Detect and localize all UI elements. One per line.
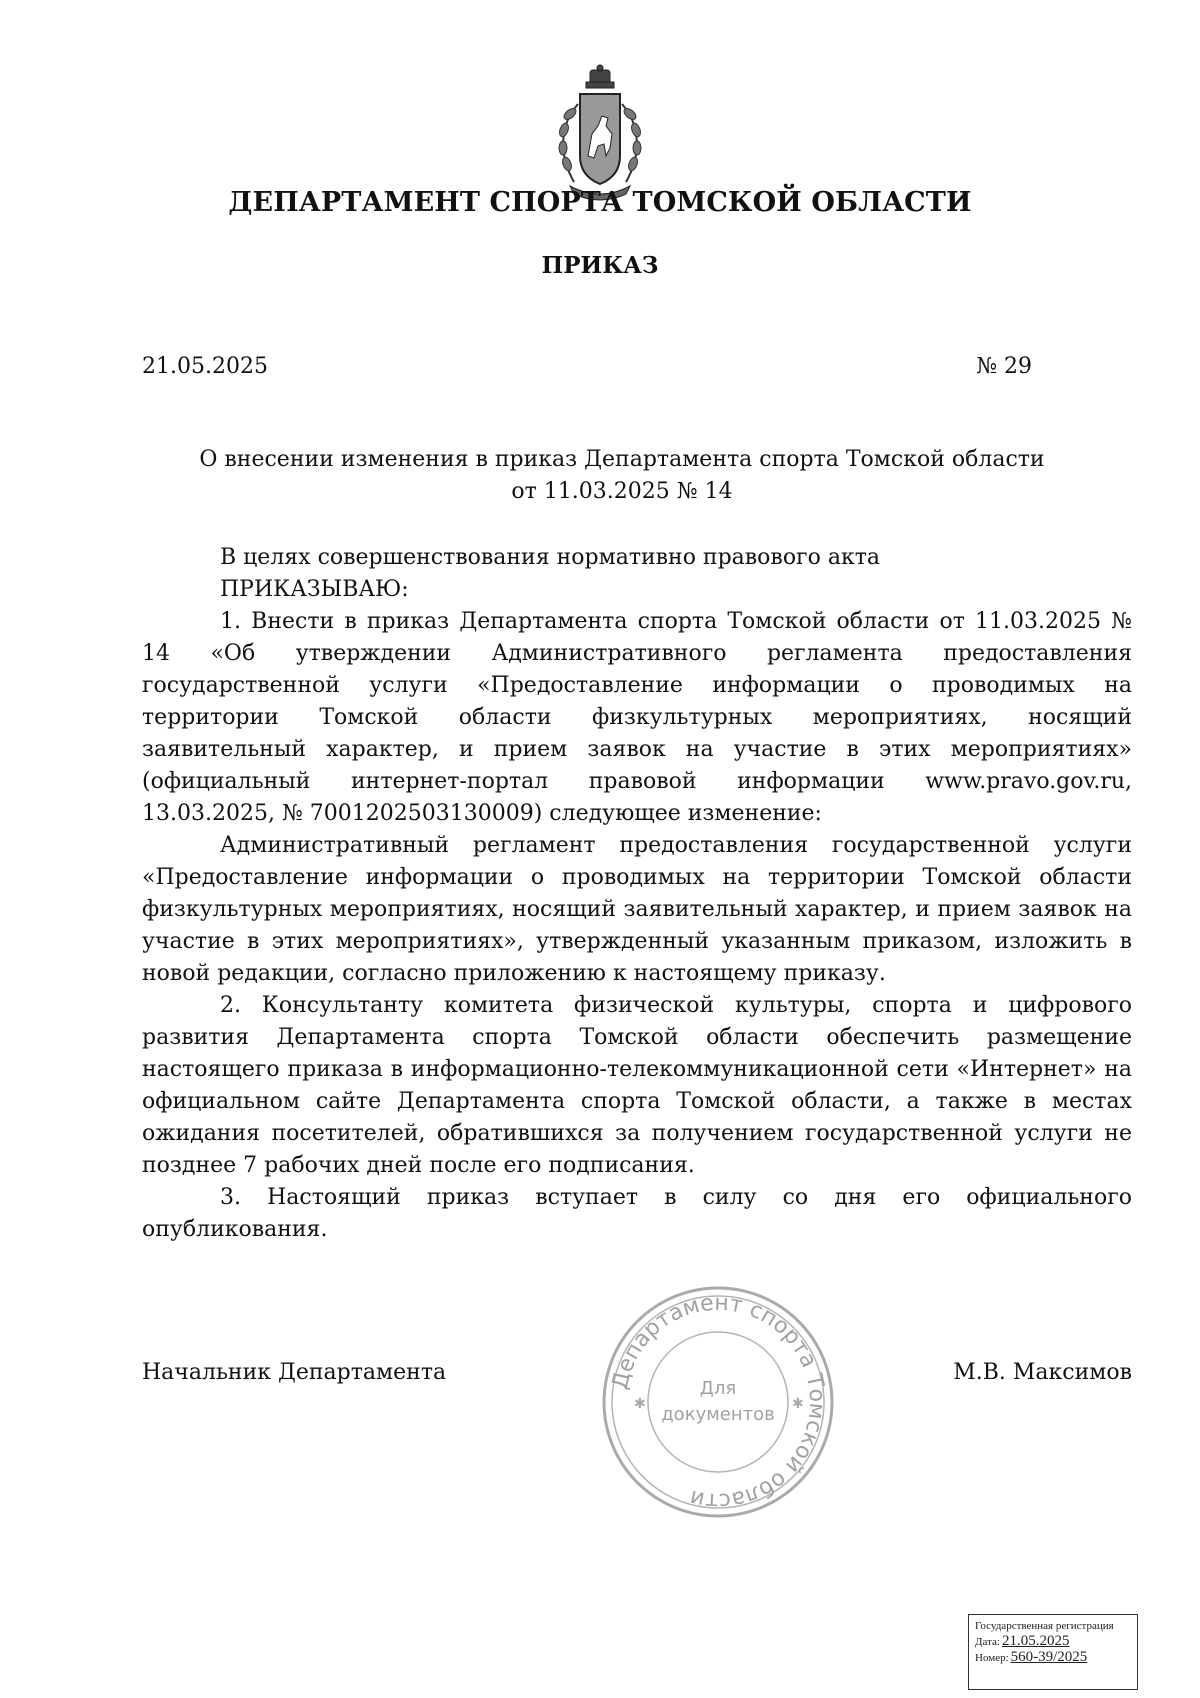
- svg-text:Для: Для: [699, 1378, 737, 1399]
- body-item-3: 3. Настоящий приказ вступает в силу со дня его официального опубликования.: [142, 1185, 1132, 1242]
- order-date: 21.05.2025: [142, 354, 268, 379]
- department-title: ДЕПАРТАМЕНТ СПОРТА ТОМСКОЙ ОБЛАСТИ: [228, 187, 972, 218]
- body-item-2: 2. Консультанту комитета физической культуры, спорта и цифрового развития Департамента спорта Томской области обеспечить размещение настоящего приказа в информационно-телекоммуникационной сети «Интернет» на официальном сайте Департамента спорта Томской области, а также в местах ожидания посетителей, обратившихся за получением государственной услуги не позднее 7 рабочих дней после его подписания.: [142, 993, 1132, 1178]
- svg-text:Департамент спорта Томской обл: Департамент спорта Томской области: [607, 1290, 830, 1514]
- registration-date-label: Дата:: [975, 1636, 1000, 1648]
- order-body: [142, 542, 1132, 1246]
- body-order-word: ПРИКАЗЫВАЮ:: [220, 577, 409, 602]
- subject-line-1: О внесении изменения в приказ Департамента спорта Томской области: [199, 447, 1045, 472]
- body-intro: В целях совершенствования нормативно правового акта: [220, 545, 880, 570]
- body-item-1: 1. Внести в приказ Департамента спорта Томской области от 11.03.2025 № 14 «Об утверждении Административного регламента предоставления государственной услуги «Предоставление информации о проводимых на территории Томской области физкультурных мероприятиях, носящий заявительный характер, и прием заявок на участие в этих мероприятиях» (официальный интернет-портал правовой информации www.pravo.gov.ru, 13.03.2025, № 7001202503130009) следующее изменение:: [142, 609, 1132, 826]
- signer-name: М.В. Максимов: [953, 1360, 1132, 1385]
- svg-text:✱: ✱: [792, 1396, 804, 1412]
- svg-text:✱: ✱: [634, 1396, 646, 1412]
- body-item-1-detail: Административный регламент предоставления государственной услуги «Предоставление информации о проводимых на территории Томской области физкультурных мероприятиях, носящий заявительный характер, и прием заявок на участие в этих мероприятиях», утвержденный указанным приказом, изложить в новой редакции, согласно приложению к настоящему приказу.: [142, 833, 1132, 986]
- document-type-title: ПРИКАЗ: [541, 252, 659, 279]
- coat-of-arms-icon: [540, 64, 660, 204]
- registration-number-label: Номер:: [975, 1652, 1009, 1664]
- state-registration-stamp: [968, 1614, 1138, 1690]
- registration-date-row: [975, 1634, 1131, 1650]
- subject-line-2: от 11.03.2025 № 14: [511, 479, 733, 504]
- order-number: № 29: [976, 354, 1032, 379]
- signer-position: Начальник Департамента: [142, 1360, 447, 1385]
- registration-number-value: 560-39/2025: [1010, 1649, 1088, 1665]
- svg-text:документов: документов: [661, 1404, 775, 1425]
- registration-date-value: 21.05.2025: [1001, 1633, 1070, 1649]
- order-subject: [170, 444, 1074, 508]
- official-seal-stamp: [598, 1282, 838, 1522]
- registration-title: Государственная регистрация: [975, 1620, 1114, 1632]
- registration-number-row: [975, 1650, 1131, 1666]
